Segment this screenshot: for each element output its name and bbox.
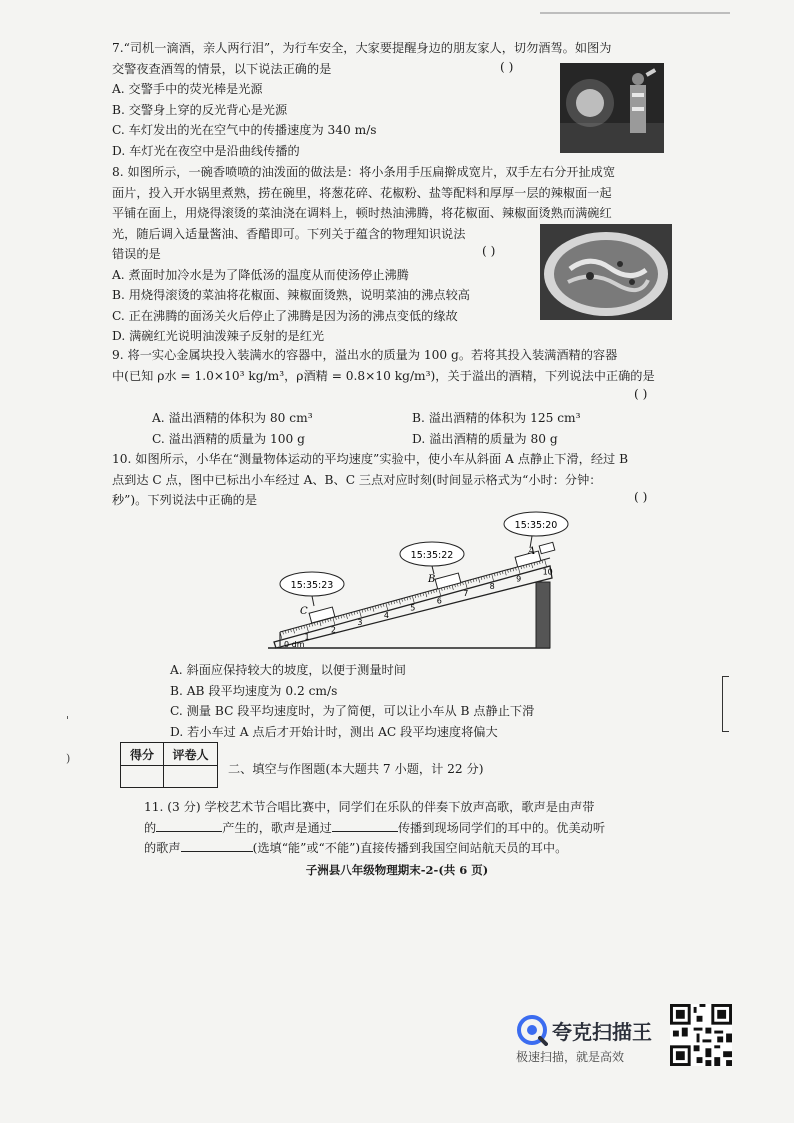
ruler-tick [518, 567, 520, 574]
q9-line-1: 9. 将一实心金属块投入装满水的容器中，溢出水的质量为 100 g。若将其投入装满酒精的容器 [112, 348, 618, 362]
ruler-tick [378, 605, 379, 608]
ruler-tick [296, 628, 297, 631]
q11-line-2b: 产生的，歌声是通过 [222, 820, 332, 835]
q8-option-a: A. 煮面时加冷水是为了降低汤的温度从而使汤停止沸腾 [112, 267, 409, 282]
ruler-tick [484, 576, 485, 579]
incline-experiment-diagram [260, 508, 590, 656]
ruler-tick [341, 615, 342, 618]
ruler-tick [285, 631, 286, 634]
ruler-tick [381, 604, 382, 607]
q8-option-d: D. 满碗红光说明油泼辣子反射的是红光 [112, 329, 325, 343]
stopper [539, 542, 555, 553]
q11-line-2c: 传播到现场同学们的耳中的。优美动听 [397, 820, 606, 835]
ruler-tick [415, 595, 416, 598]
ruler-tick [383, 604, 384, 607]
q10-line-3: 秒”)。下列说法中正确的是 [112, 493, 258, 507]
ruler-tick [320, 621, 321, 626]
ruler-tick [367, 608, 368, 611]
q8-line-5: 错误的是 [112, 247, 161, 261]
q10-line-2: 点到达 C 点，图中已标出小车经过 A、B、C 三点对应时刻(时间显示格式为“小时：分钟： [112, 472, 602, 487]
ruler-tick [402, 599, 403, 602]
ruler-tick [463, 582, 464, 585]
ruler-tick-label: 5 [410, 603, 416, 613]
ruler-tick [338, 616, 339, 619]
q8-line-3: 平铺在面上，用烧得滚烫的菜油浇在调料上，顿时热油沸腾，将花椒面、辣椒面烫熟而满碗红 [112, 206, 612, 220]
ruler-tick [497, 573, 498, 576]
q8-option-c: C. 正在沸腾的面汤关火后停止了沸腾是因为汤的沸点变低的缘故 [112, 308, 458, 323]
ruler-tick [330, 618, 331, 621]
ruler-tick [306, 625, 308, 632]
ruler-tick [309, 624, 310, 627]
ruler-tick [407, 597, 408, 600]
ruler-tick [333, 617, 335, 624]
ruler-tick [473, 579, 474, 582]
q9-answer-paren: ( ) [634, 387, 648, 401]
ruler-tick [471, 580, 472, 583]
ruler-tick [386, 603, 388, 610]
ruler-tick [420, 594, 421, 597]
ruler-tick [359, 610, 361, 617]
margin-mark-1: ' [66, 714, 70, 727]
section-2-title: 二、填空与作图题(本大题共 7 小题，计 22 分) [228, 762, 484, 776]
point-b-label: B [428, 574, 436, 585]
ruler-tick [288, 630, 289, 633]
q8-line-1: 8. 如图所示，一碗香喷喷的油泼面的做法是：将小条用手压扁擀成宽片，双手左右分开扯成宽 [112, 165, 616, 179]
grader-label: 评卷人 [164, 743, 217, 766]
ruler-tick [357, 611, 358, 614]
ruler-tick [412, 596, 414, 603]
ruler-tick-label: 7 [463, 589, 469, 599]
ruler-tick [494, 573, 495, 576]
ruler-tick [317, 622, 318, 625]
ruler-tick [349, 613, 350, 616]
q11-line-3b: (选填“能”或“不能”)直接传播到我国空间站航天员的耳中。 [252, 841, 568, 855]
ruler-tick [436, 589, 437, 592]
q11-line-3 [144, 838, 714, 859]
q8-line-4: 光，随后调入适量酱油、香醋即可。下列关于蕴含的物理知识说法 [112, 226, 466, 241]
ruler-tick [410, 596, 411, 599]
ruler-tick [502, 571, 503, 574]
ruler-tick-label: 2 [330, 625, 337, 635]
noodle-bowl-photo [540, 224, 672, 320]
ruler-zero-label: 0 dm [284, 640, 305, 649]
ruler-tick [391, 602, 392, 605]
ruler-tick [465, 581, 467, 588]
q11-line-1: 11. (3 分) 学校艺术节合唱比赛中，同学们在乐队的伴奏下放声高歌，歌声是由声带 [144, 800, 595, 814]
question-10 [112, 449, 682, 511]
q10-line-1: 10. 如图所示，小华在“测量物体运动的平均速度”实验中，使小车从斜面 A 点静止下滑，经过 B [112, 452, 629, 466]
q10-option-a: A. 斜面应保持较大的坡度，以便于测量时间 [170, 663, 406, 677]
ruler-tick [299, 627, 300, 630]
scanner-watermark [512, 1010, 662, 1070]
ruler-tick [542, 560, 543, 563]
ruler-tick [500, 572, 501, 575]
ruler-tick [283, 631, 284, 634]
ruler-tick [388, 602, 389, 605]
q8-answer-paren: ( ) [482, 244, 496, 258]
ruler-tick [431, 591, 432, 594]
ruler-tick [373, 607, 374, 612]
ruler-tick [362, 610, 363, 613]
q10-option-d: D. 若小车过 A 点后才开始计时，测出 AC 段平均速度将偏大 [170, 724, 498, 739]
ruler-tick [354, 612, 355, 615]
point-c-label: C [300, 606, 308, 617]
q11-blank-1[interactable] [156, 819, 222, 832]
scanner-brand-name: 夸克扫描王 [552, 1020, 652, 1044]
ruler-tick-label: 4 [383, 610, 389, 620]
ruler-tick [486, 575, 487, 578]
q7-option-b: B. 交警身上穿的反光背心是光源 [112, 102, 288, 117]
police-checkpoint-photo [560, 63, 664, 153]
ruler-tick [492, 574, 494, 581]
q9-option-c: C. 溢出酒精的质量为 100 g [152, 432, 305, 446]
ruler-tick [433, 590, 434, 593]
ruler-tick [344, 615, 345, 618]
ruler-tick [439, 588, 441, 595]
ruler-tick [291, 629, 292, 632]
q8-option-b: B. 用烧得滚烫的菜油将花椒面、辣椒面烫熟，说明菜油的沸点较高 [112, 288, 470, 302]
ruler-tick [404, 598, 405, 601]
ruler-tick [325, 620, 326, 623]
ruler-tick [478, 578, 479, 583]
qr-code-icon [670, 1004, 732, 1066]
ruler-tick [423, 593, 424, 596]
support-block [536, 582, 550, 648]
score-box [120, 742, 218, 788]
cart-at-b [435, 573, 461, 589]
margin-mark-2: ) [66, 752, 71, 765]
scan-artifact-line [540, 12, 730, 14]
q7-stem-line-2: 交警夜查酒驾的情景，以下说法正确的是 [112, 61, 332, 76]
q7-option-a: A. 交警手中的荧光棒是光源 [112, 82, 263, 96]
ruler-tick [505, 570, 506, 575]
q10-option-c: C. 测量 BC 段平均速度时，为了简便，可以让小车从 B 点静止下滑 [170, 704, 535, 718]
q10-option-b: B. AB 段平均速度为 0.2 cm/s [170, 683, 338, 698]
q10-answer-paren: ( ) [634, 490, 648, 504]
ruler-tick [304, 625, 305, 628]
ruler-tick [336, 617, 337, 620]
ruler-tick-label: 1 [304, 632, 310, 642]
margin-bracket [722, 676, 729, 732]
question-9 [112, 345, 682, 386]
ruler-tick [476, 578, 477, 581]
ruler-tick [531, 563, 532, 568]
point-a-label: A [528, 546, 536, 557]
q11-line-3a: 的歌声 [144, 841, 181, 855]
page-footer: 子洲县八年级物理期末-2-(共 6 页) [305, 863, 489, 877]
ruler-tick [365, 609, 366, 612]
q11-blank-2[interactable] [332, 819, 398, 832]
ruler-tick [375, 606, 376, 609]
ruler-tick [545, 559, 547, 566]
q7-option-d: D. 车灯光在夜空中是沿曲线传播的 [112, 143, 300, 158]
q11-line-2a: 的 [144, 820, 157, 835]
ruler-tick [301, 626, 302, 629]
clock-c-time: 15:35:23 [290, 580, 334, 591]
ruler-tick [489, 575, 490, 578]
q11-line-2 [144, 818, 714, 839]
q7-option-c: C. 车灯发出的光在空气中的传播速度为 340 m/s [112, 123, 377, 137]
ruler-tick [351, 612, 352, 615]
ruler-tick [322, 620, 323, 623]
ruler-tick [426, 592, 427, 597]
q11-blank-3[interactable] [181, 839, 253, 852]
ruler-tick [328, 619, 329, 622]
q10-options [170, 660, 740, 742]
ruler-tick [515, 567, 516, 570]
ruler-tick [510, 569, 511, 572]
score-label: 得分 [121, 743, 164, 766]
scanner-slogan: 极速扫描，就是高效 [516, 1050, 625, 1064]
q7-stem-line-1: 7.“司机一滴酒，亲人两行泪”，为行车安全，大家要提醒身边的朋友家人，切勿酒驾。如图为 [112, 41, 612, 55]
ruler-tick [452, 585, 453, 590]
ruler-tick [394, 601, 395, 604]
q9-option-a: A. 溢出酒精的体积为 80 cm³ [152, 411, 313, 425]
ruler-tick [346, 614, 347, 619]
ruler-tick [399, 599, 400, 604]
ruler-tick [468, 581, 469, 584]
ruler-tick [508, 570, 509, 573]
ruler-tick [312, 623, 313, 626]
ruler-tick-label: 3 [357, 618, 363, 628]
ruler-tick-label: 8 [489, 581, 495, 591]
q9-option-b: B. 溢出酒精的体积为 125 cm³ [412, 411, 581, 425]
q7-answer-paren: ( ) [500, 60, 514, 74]
ruler-tick-label: 10 [542, 567, 553, 577]
ruler-tick [418, 594, 419, 597]
scanner-logo-icon [516, 1014, 548, 1046]
q8-line-2: 面片，投入开水锅里煮熟，捞在碗里，将葱花碎、花椒粉、盐等配料和厚厚一层的辣椒面一起 [112, 185, 612, 200]
ruler-tick [396, 600, 397, 603]
ruler-tick-label: 9 [516, 574, 522, 584]
q9-option-d: D. 溢出酒精的质量为 80 g [412, 432, 558, 446]
ruler-tick [314, 623, 315, 626]
ruler-tick [293, 628, 294, 633]
ruler-tick [370, 607, 371, 610]
clock-b-time: 15:35:22 [410, 550, 454, 561]
q9-line-2: 中(已知 ρ水 = 1.0×10³ kg/m³，ρ酒精 = 0.8×10 kg/m³)，关于溢出的酒精，下列说法中正确的是 [112, 368, 655, 383]
question-11 [144, 797, 714, 859]
ruler-tick [481, 577, 482, 580]
ruler-tick [428, 591, 429, 594]
clock-a-time: 15:35:20 [514, 520, 558, 531]
ruler-tick [513, 568, 514, 571]
ruler-tick-label: 6 [436, 596, 442, 606]
